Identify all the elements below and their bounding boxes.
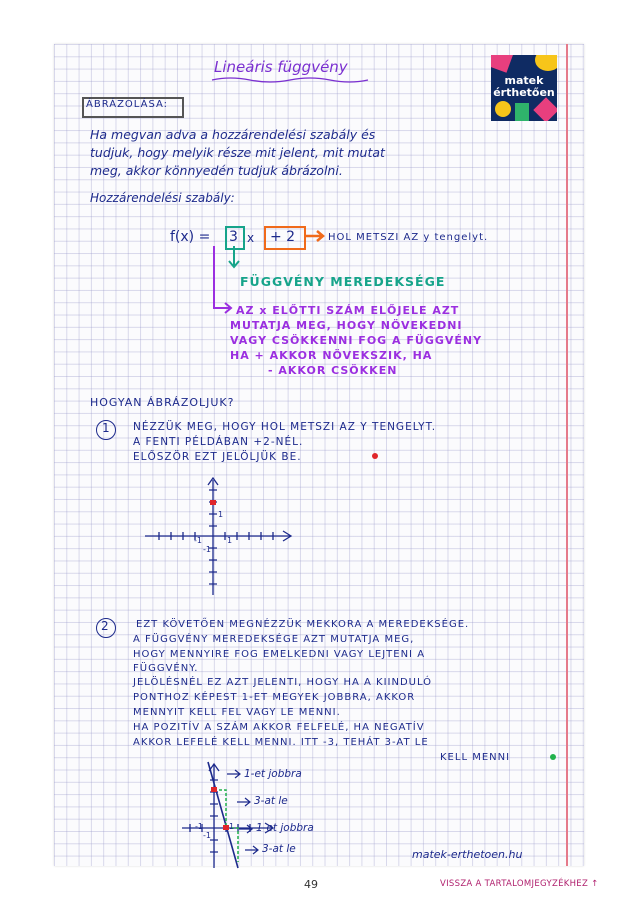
step2-line-9: AKKOR LEFELÉ KELL MENNI. ITT -3, TEHÁT 3-AT LE — [133, 737, 429, 748]
logo-line2: érthetően — [493, 86, 555, 99]
slope-note-arrow-icon — [210, 246, 236, 318]
intercept-note: HOL METSZI AZ y tengelyt. — [328, 232, 489, 243]
slope-note-1: AZ x ELŐTTI SZÁM ELŐJELE AZT — [236, 304, 460, 317]
graph1-intercept-point — [210, 500, 216, 505]
slope-note-2: MUTATJA MEG, HOGY NÖVEKEDNI — [230, 319, 463, 332]
step1-line-1: NÉZZÜK MEG, HOGY HOL METSZI AZ Y TENGELYT. — [133, 421, 437, 433]
formula-intercept: + 2 — [270, 229, 296, 245]
step2-line-4: FÜGGVÉNY. — [133, 663, 199, 674]
formula-x: x — [247, 231, 255, 245]
page-number: 49 — [304, 878, 318, 891]
logo-line1: matek — [504, 74, 544, 87]
title-underline — [210, 76, 370, 84]
step2-line-3: HOGY MENNYIRE FOG EMELKEDNI VAGY LEJTENI A — [133, 649, 426, 660]
slope-note-5: - AKKOR CSÖKKEN — [268, 364, 398, 377]
back-to-contents-link[interactable]: VISSZA A TARTALOMJEGYZÉKHEZ ↑ — [440, 879, 599, 889]
graph1-tick-pos-x: 1 — [227, 536, 233, 545]
step1-line-3: ELŐSZÖR EZT JELÖLJÜK BE. — [133, 451, 302, 463]
margin-line — [566, 44, 568, 866]
how-title: HOGYAN ÁBRÁZOLJUK? — [90, 396, 235, 409]
step2-line-8: HA POZITÍV A SZÁM AKKOR FELFELÉ, HA NEGATÍV — [133, 722, 425, 733]
step2-line-1: EZT KÖVETŐEN MEGNÉZZÜK MEKKORA A MEREDEKSÉGE. — [136, 619, 470, 630]
intro-line-3: meg, akkor könnyedén tudjuk ábrázolni. — [90, 163, 343, 178]
slope-note-3: VAGY CSÖKKENNI FOG A FÜGGVÉNY — [230, 334, 483, 347]
intercept-arrow-icon — [305, 229, 327, 243]
graph2-annotation-4: 3-at le — [262, 843, 296, 855]
graph1-tick-neg-y: -1 — [203, 545, 211, 554]
graph1-tick-neg-x: -1 — [194, 536, 202, 545]
red-dot-marker — [372, 453, 378, 459]
green-dot-marker — [550, 754, 556, 760]
graph1-tick-pos-y: 1 — [218, 510, 224, 519]
slope-title: FÜGGVÉNY MEREDEKSÉGE — [240, 274, 446, 289]
graph2-tick-neg-y: -1 — [203, 831, 211, 840]
intro-line-1: Ha megvan adva a hozzárendelési szabály és — [90, 127, 376, 142]
step1-line-2: A FENTI PÉLDÁBAN +2-NÉL. — [133, 436, 304, 448]
formula-slope: 3 — [229, 229, 238, 245]
graph2-annotation-1: 1-et jobbra — [244, 768, 302, 780]
page-title: Lineáris függvény — [214, 58, 348, 76]
step2-number: 2 — [101, 619, 109, 633]
intro-line-2: tudjuk, hogy melyik része mit jelent, mit mutat — [90, 145, 385, 160]
ann1-arrow-icon — [226, 769, 244, 779]
step2-line-5: JELÖLÉSNÉL EZ AZT JELENTI, HOGY HA A KIINDULÓ — [133, 677, 433, 688]
formula-prefix: f(x) = — [170, 229, 211, 245]
ann4-arrow-icon — [244, 845, 262, 855]
step2-line-6: PONTHOZ KÉPEST 1-ET MEGYEK JOBBRA, AKKOR — [133, 692, 416, 703]
graph2-annotation-3: 1-et jobbra — [256, 822, 314, 834]
ann3-arrow-icon — [238, 824, 256, 834]
brand-logo — [491, 55, 557, 121]
graph2-annotation-2: 3-at le — [254, 795, 288, 807]
graph2-intercept-point — [211, 787, 217, 792]
step1-number: 1 — [102, 421, 110, 435]
section-label: ÁBRÁZOLÁSA: — [86, 99, 169, 110]
site-signature: matek-erthetoen.hu — [412, 848, 523, 861]
graph2-tick-neg-x: -1 — [195, 822, 203, 831]
step2-line-10: KELL MENNI — [440, 752, 511, 763]
graph2-tick-pos-x: 1 — [229, 822, 235, 831]
graph-1 — [140, 470, 300, 600]
ann2-arrow-icon — [236, 797, 254, 807]
step2-line-7: MENNYIT KELL FEL VAGY LE MENNI. — [133, 707, 341, 718]
step2-line-2: A FÜGGVÉNY MEREDEKSÉGE AZT MUTATJA MEG, — [133, 634, 415, 645]
rule-label: Hozzárendelési szabály: — [90, 191, 235, 205]
slope-note-4: HA + AKKOR NÖVEKSZIK, HA — [230, 349, 433, 362]
